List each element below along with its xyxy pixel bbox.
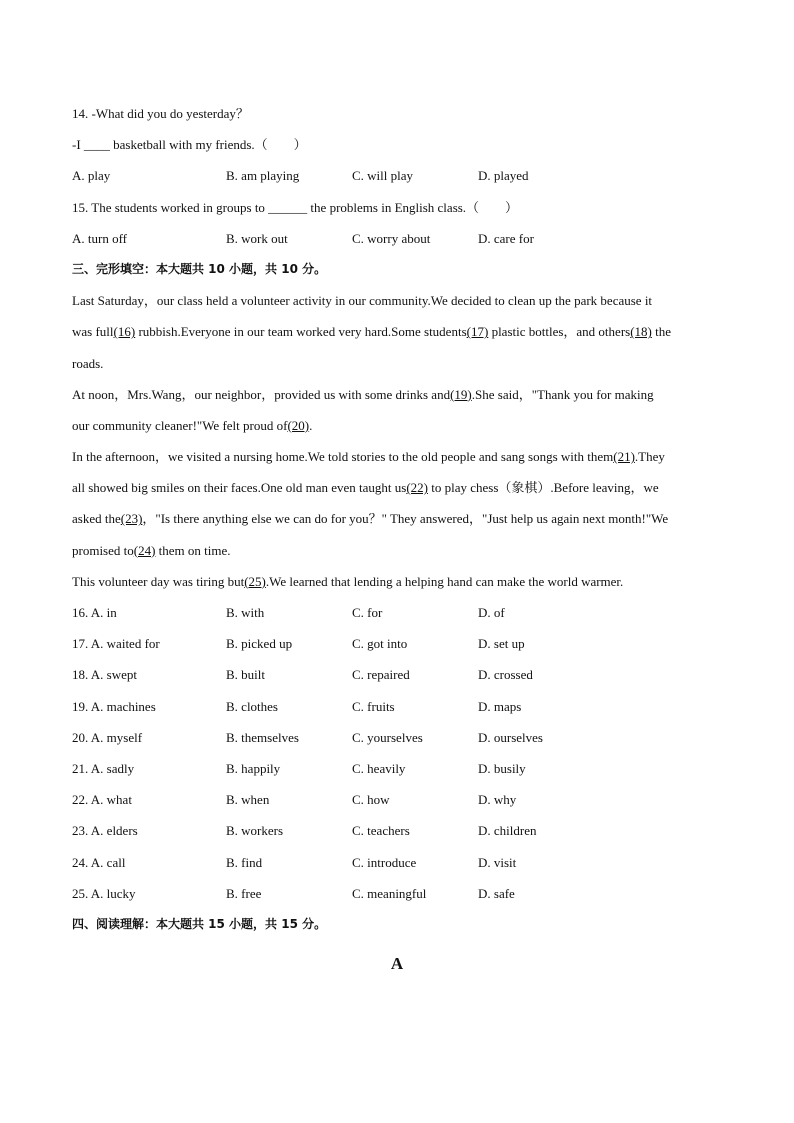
passage-line: [72, 316, 722, 347]
option-b: B. am playing: [226, 168, 300, 184]
question-18-options: [72, 659, 722, 690]
passage-line: [72, 503, 722, 534]
passage-line: [72, 566, 722, 597]
blank-21: (21): [613, 449, 635, 465]
question-17-options: [72, 628, 722, 659]
option-a: 22. A. what: [72, 792, 132, 808]
section-4-heading: 四、阅读理解：本大题共 15 小题，共 15 分。: [72, 916, 327, 931]
option-b: B. workers: [226, 823, 284, 839]
question-15-options: [72, 223, 722, 254]
option-a: A. play: [72, 168, 111, 184]
question-24-options: [72, 847, 722, 878]
option-d: D. maps: [478, 698, 522, 714]
option-b: B. picked up: [226, 636, 293, 652]
option-b: B. happily: [226, 760, 281, 776]
passage-text: our community cleaner!"We felt proud of: [72, 417, 288, 433]
option-d: D. set up: [478, 636, 525, 652]
option-d: D. crossed: [478, 667, 533, 683]
option-b: B. built: [226, 667, 266, 683]
exam-page: [72, 98, 722, 980]
blank-24: (24): [133, 542, 156, 558]
passage-text: plastic bottles，and others: [488, 324, 631, 340]
option-c: C. yourselves: [352, 729, 423, 745]
option-a: 18. A. swept: [72, 667, 137, 683]
option-a: 16. A. in: [72, 605, 117, 620]
option-d: D. children: [478, 823, 537, 839]
passage-text: .We learned that lending a helping hand can make the world warmer.: [265, 573, 624, 589]
part-title-row: [72, 940, 722, 980]
option-c: C. how: [352, 792, 390, 808]
option-a: 25. A. lucky: [72, 885, 136, 901]
blank-16: (16): [113, 324, 136, 340]
option-d: D. why: [478, 792, 517, 808]
option-d: D. of: [478, 605, 505, 620]
passage-text: was full: [72, 324, 114, 340]
passage-line: [72, 441, 722, 472]
passage-text: to play chess（象棋）.Before leaving，we: [427, 480, 659, 496]
passage-text: This volunteer day was tiring but: [72, 573, 245, 589]
blank-25: (25): [244, 573, 266, 589]
option-a: 24. A. call: [72, 854, 126, 870]
reading-part-title: A: [390, 954, 404, 974]
option-a: 19. A. machines: [72, 698, 156, 714]
question-14-prompt: 14. -What did you do yesterday？: [72, 106, 249, 121]
option-b: B. themselves: [226, 729, 299, 745]
option-a: 17. A. waited for: [72, 636, 160, 652]
option-d: D. ourselves: [478, 729, 543, 745]
option-b: B. free: [226, 885, 262, 901]
option-b: B. clothes: [226, 698, 278, 714]
question-14-options: [72, 160, 722, 191]
passage-text: .They: [634, 449, 665, 465]
option-b: B. work out: [226, 230, 288, 246]
passage-line: [72, 379, 722, 410]
option-a: A. turn off: [72, 230, 128, 246]
option-a: 23. A. elders: [72, 823, 138, 839]
blank-23: (23): [120, 511, 143, 527]
question-14-stem: -I ____ basketball with my friends.（ ）: [72, 137, 307, 153]
question-23-options: [72, 815, 722, 846]
option-d: D. care for: [478, 230, 534, 246]
question-21-options: [72, 753, 722, 784]
option-d: D. played: [478, 168, 529, 184]
question-19-options: [72, 691, 722, 722]
option-c: C. introduce: [352, 854, 417, 870]
passage-line: roads.: [72, 355, 104, 371]
passage-text: .She said，"Thank you for making: [471, 386, 654, 402]
option-c: C. repaired: [352, 667, 410, 683]
option-c: C. got into: [352, 636, 408, 652]
option-b: B. find: [226, 854, 263, 870]
option-a: 20. A. myself: [72, 729, 143, 745]
blank-18: (18): [630, 324, 652, 340]
question-25-options: [72, 878, 722, 909]
passage-text: all showed big smiles on their faces.One old man even taught us: [72, 480, 407, 496]
option-c: C. will play: [352, 168, 414, 184]
passage-text: promised to: [72, 542, 134, 558]
passage-text: them on time.: [155, 542, 231, 558]
blank-17: (17): [466, 324, 489, 340]
option-b: B. with: [226, 605, 265, 620]
question-16-options: [72, 597, 722, 628]
passage-line: [72, 410, 722, 441]
option-c: C. heavily: [352, 760, 406, 776]
option-c: C. worry about: [352, 230, 431, 246]
option-c: C. meaningful: [352, 885, 427, 901]
passage-text: rubbish.Everyone in our team worked very hard.Some students: [135, 324, 467, 340]
passage-text: At noon，Mrs.Wang，our neighbor，provided us with some drinks and: [72, 386, 451, 402]
passage-line: [72, 472, 722, 503]
option-c: C. teachers: [352, 823, 410, 839]
question-20-options: [72, 722, 722, 753]
question-15-stem: 15. The students worked in groups to ______ the problems in English class.（ ）: [72, 199, 519, 215]
passage-text: .: [309, 417, 313, 433]
option-d: D. safe: [478, 885, 515, 901]
option-a: 21. A. sadly: [72, 760, 135, 776]
question-22-options: [72, 784, 722, 815]
option-d: D. busily: [478, 760, 526, 776]
blank-22: (22): [406, 480, 428, 496]
option-c: C. fruits: [352, 698, 395, 714]
passage-text: asked the: [72, 511, 121, 527]
passage-text: In the afternoon，we visited a nursing home.We told stories to the old people and sang songs with them: [72, 449, 614, 465]
passage-line: [72, 535, 722, 566]
passage-line: Last Saturday，our class held a volunteer activity in our community.We decided to clean up the park because it: [72, 293, 653, 309]
blank-20: (20): [287, 417, 310, 433]
blank-19: (19): [450, 386, 472, 402]
option-c: C. for: [352, 605, 383, 620]
option-b: B. when: [226, 792, 270, 808]
passage-text: the: [651, 324, 672, 340]
section-3-heading: 三、完形填空：本大题共 10 小题，共 10 分。: [72, 261, 327, 276]
passage-text: ，"Is there anything else we can do for you？" They answered，"Just help us again next month!"We: [142, 511, 669, 527]
option-d: D. visit: [478, 854, 517, 870]
